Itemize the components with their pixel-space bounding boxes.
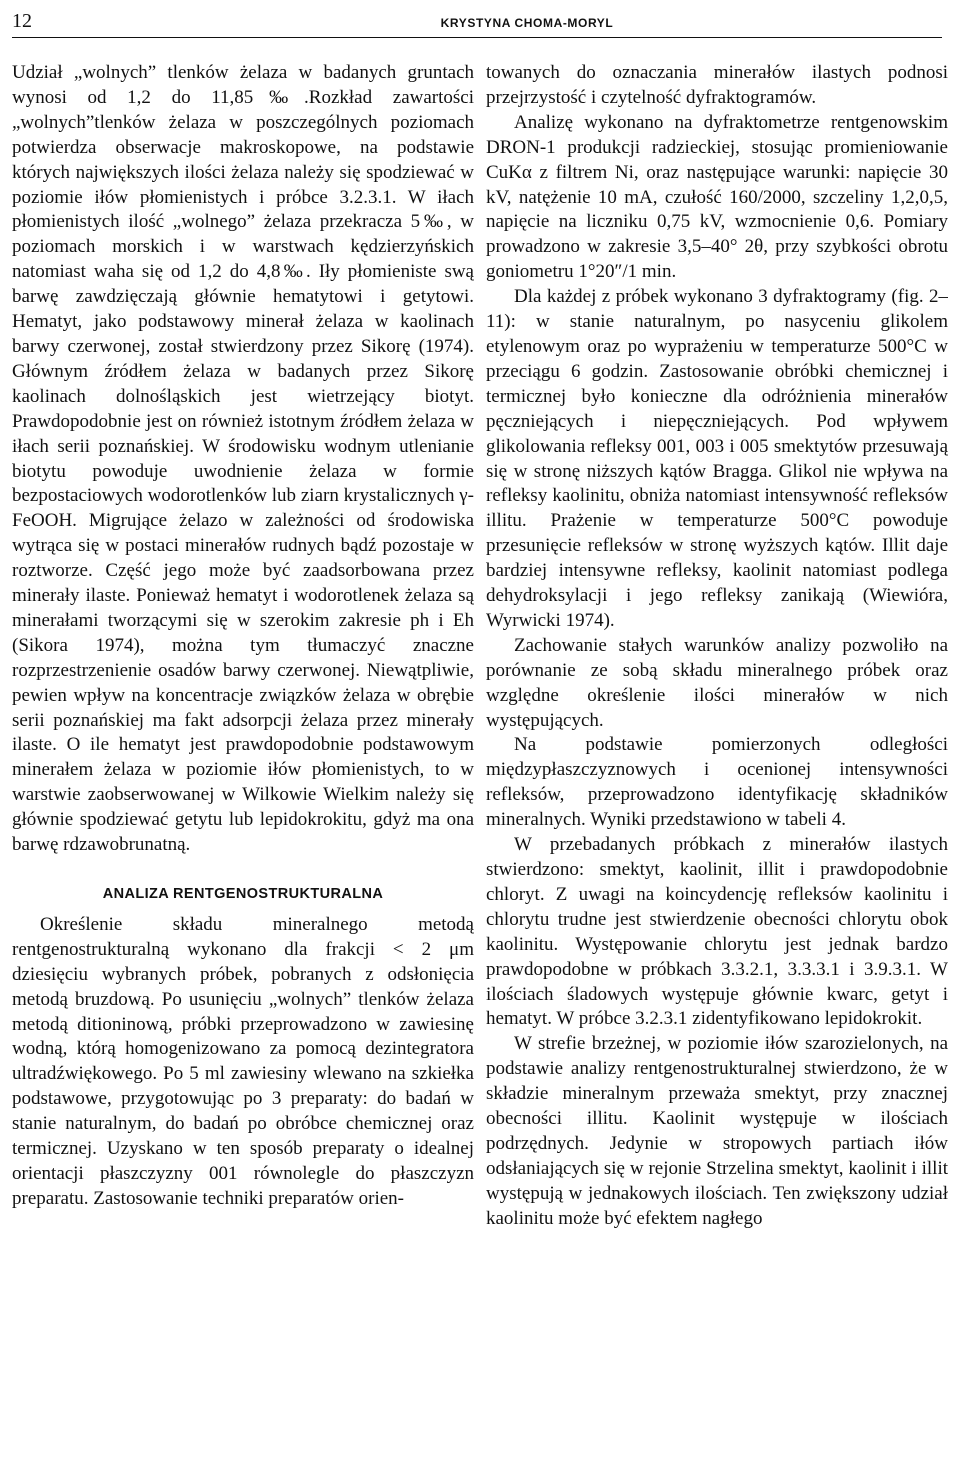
right-column bbox=[486, 61, 948, 1451]
section-heading: ANALIZA RENTGENOSTRUKTURALNA bbox=[102, 886, 384, 902]
paragraph: Dla każdej z próbek wykonano 3 dyfraktogramy (fig. 2–11): w stanie naturalnym, po nasyceniu glikolem etylenowym oraz po wyprażeniu w temperaturze 500°C w przeciągu 6 godzin. Zastosowanie obróbki chemicznej i termicznej było konieczne dla odróżnienia minerałów pęczniejących i niepęczniejących. Pod wpływem glikolowania refleksy 001, 003 i 005 smektytów przesuwają się w stronę niższych kątów Bragga. Glikol nie wpływa na refleksy kaolinitu, obniża natomiast intensywność refleksów illitu. Prażenie w temperaturze 500°C powoduje przesunięcie refleksów w stronę wyższych kątów. Illit daje bardziej intensywne refleksy, kaolinit natomiast podlega dehydroksylacji i jego refleksy zanikają (Wiewióra, Wyrwicki 1974). bbox=[486, 286, 948, 631]
left-column bbox=[12, 61, 474, 1451]
paragraph: Zachowanie stałych warunków analizy pozwoliło na porównanie ze sobą składu mineralnego próbek oraz względne określenie ilości minerałów w nich występujących. bbox=[486, 634, 948, 731]
paragraph: Określenie składu mineralnego metodą rentgenostrukturalną wykonano dla frakcji < 2 μm dziesięciu wybranych próbek, pobranych z odsłonięcia metodą bruzdową. Po usunięciu „wolnych” tlenków żelaza metodą ditioninową, próbki przeprowadzono w zawiesinę wodną, którą homogenizowano za pomocą dezintegratora ultradźwiękowego. Po 5 ml zawiesiny wlewano na szkiełka podstawowe, przygotowując po 3 preparaty: do badań w stanie naturalnym, do badań po obróbce chemicznej oraz termicznej. Uzyskano w ten sposób preparaty o idealnej orientacji płaszczyzny 001 równolegle do płaszczyzn preparatu. Zastosowanie techniki preparatów orien- bbox=[12, 913, 474, 1209]
paragraph: Udział „wolnych” tlenków żelaza w badanych gruntach wynosi od 1,2 do 11,85‰.Rozkład zawartości „wolnych”tlenków żelaza w poszczególnych poziomach potwierdza obserwacje makroskopowe, na podstawie których największych ilości żelaza należy się spodziewać w poziomie iłów płomienistych i próbce 3.2.3.1. W iłach płomienistych ilość „wolnego” żelaza przekracza 5‰, w poziomach morskich i w warstwach kędzierzyńskich natomiast waha się od 1,2 do 4,8‰. Iły płomieniste swą barwę zawdzięczają głównie hematytowi i getytowi. Hematyt, jako podstawowy minerał żelaza w kaolinach barwy czerwonej, został stwierdzony przez Sikorę (1974). Głównym źródłem żelaza w badanych przez Sikorę kaolinach dolnośląskich jest wietrzejący biotyt. Prawdopodobnie jest on również istotnym źródłem żelaza w iłach serii poznańskiej. W środowisku wodnym utlenianie biotytu powoduje uwodnienie żelaza w formie bezpostaciowych wodorotlenków lub ziarn krystalicznych γ-FeOOH. Migrujące żelazo w zależności od środowiska wytrąca się w postaci minerałów rudnych bądź pozostaje w roztworze. Część jego może być zaadsorbowana przez minerały ilaste. Ponieważ hematyt i wodorotlenek żelaza są minerałami tworzącymi się w szerokim zakresie ph i Eh (Sikora 1974), można tym tłumaczyć znaczne rozprzestrzenienie osadów barwy czerwonej. Niewątpliwie, pewien wpływ na koncentracje związków żelaza w obrębie serii poznańskiej ma fakt adsorpcji żelaza przez minerały ilaste. O ile hematyt jest prawdopodobnie podstawowym minerałem żelaza w poziomie iłów płomienistych, to w warstwie zaobserwowanej w Wilkowie Wielkim należy się głównie spodziewać getytu lub lepidokrokitu, gdyż ma ona barwę rdzawobrunatną. bbox=[12, 62, 474, 856]
page-number: 12 bbox=[12, 10, 32, 32]
paragraph: towanych do oznaczania minerałów ilastych podnosi przejrzystość i czytelność dyfraktogramów. bbox=[486, 62, 948, 108]
paragraph: Na podstawie pomierzonych odległości międzypłaszczyznowych i ocenionej intensywności refleksów, przeprowadzono identyfikację składników mineralnych. Wyniki przedstawiono w tabeli 4. bbox=[486, 734, 948, 831]
paragraph: W strefie brzeżnej, w poziomie iłów szarozielonych, na podstawie analizy rentgenostrukturalnej stwierdzono, że w składzie mineralnym przeważa smektyt, przy znacznej obecności illitu. Kaolinit występuje w ilościach podrzędnych. Jedynie w stropowych partiach iłów odsłaniających się w rejonie Strzelina smektyt, kaolinit i illit występują w jednakowych ilościach. Ten zwiększony udział kaolinitu może być efektem nagłego bbox=[486, 1033, 948, 1229]
header-rule bbox=[12, 37, 942, 38]
paragraph: W przebadanych próbkach z minerałów ilastych stwierdzono: smektyt, kaolinit, illit i prawdopodobnie chloryt. Z uwagi na koincydencję refleksów kaolinitu i chlorytu trudne jest stwierdzenie obecności chlorytu obok kaolinitu. Występowanie chlorytu jest jednak bardzo prawdopodobne w próbkach 3.3.2.1, 3.3.3.1 i 3.9.3.1. W ilościach śladowych występuje głównie kwarc, getyt i hematyt. W próbce 3.2.3.1 zidentyfikowano lepidokrokit. bbox=[486, 834, 948, 1030]
paragraph: Analizę wykonano na dyfraktometrze rentgenowskim DRON-1 produkcji radzieckiej, stosując promieniowanie CuKα z filtrem Ni, oraz następujące warunki: napięcie 30 kV, natężenie 10 mA, czułość 160/2000, szczeliny 1,2,0,5, napięcie na liczniku 0,75 kV, wzmocnienie 0,6. Pomiary prowadzono w zakresie 3,5–40° 2θ, przy szybkości obrotu goniometru 1°20″/1 min. bbox=[486, 111, 948, 283]
running-header bbox=[12, 10, 942, 36]
running-title: KRYSTYNA CHOMA-MORYL bbox=[440, 16, 614, 30]
